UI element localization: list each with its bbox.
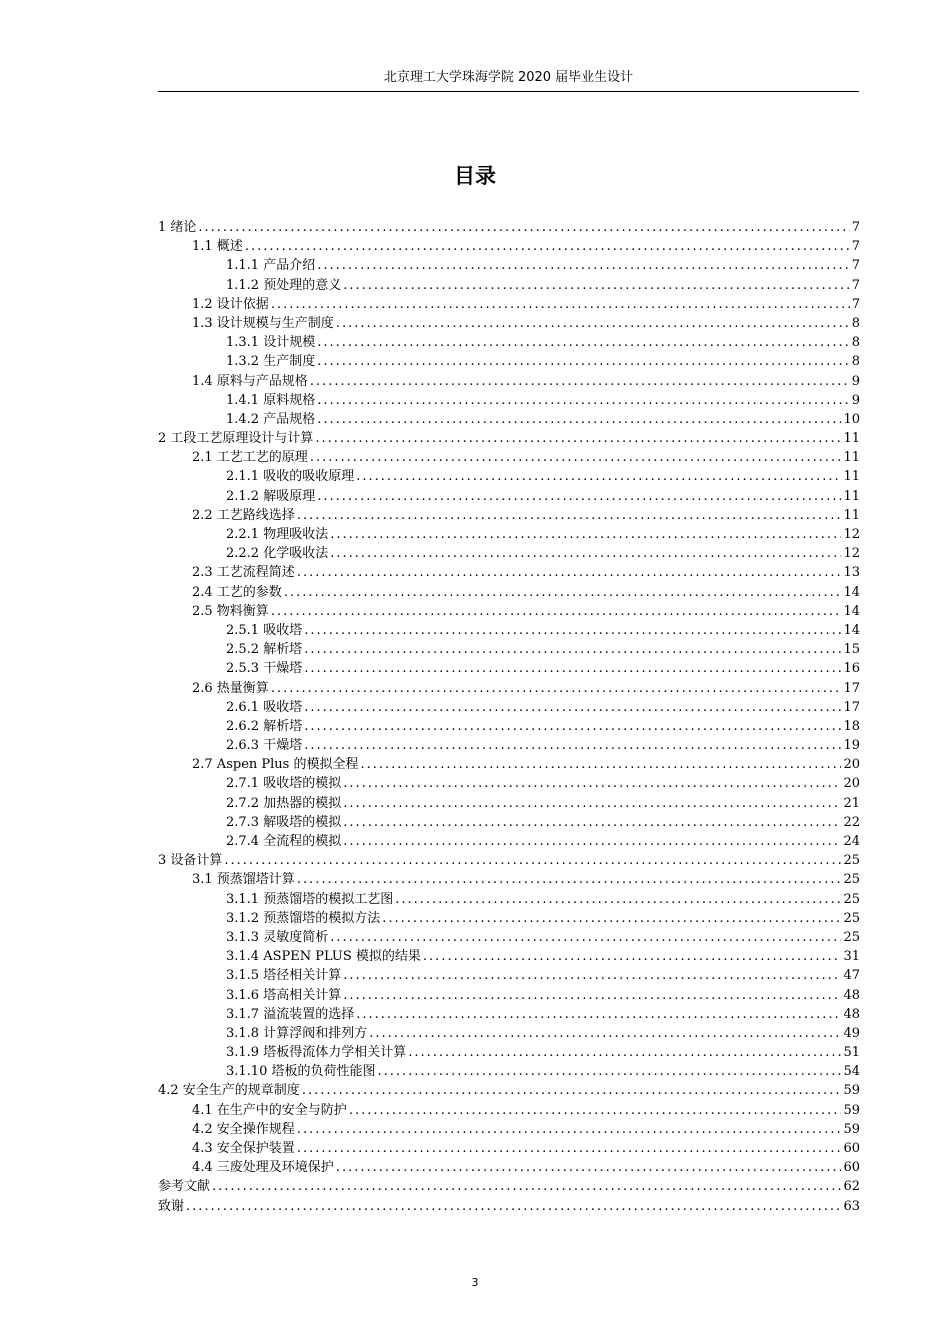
toc-entry[interactable]: [158, 851, 860, 870]
toc-entry-page: 25: [843, 929, 860, 945]
toc-dot-leader: [271, 602, 842, 621]
toc-entry-title: 2.5 物料衡算: [192, 603, 269, 619]
toc-entry[interactable]: [158, 525, 860, 544]
toc-dot-leader: [343, 774, 841, 793]
toc-entry-page: 13: [843, 565, 860, 581]
toc-entry-title: 1.3.2 生产制度: [226, 354, 316, 370]
toc-entry-title: 2.4 工艺的参数: [192, 584, 282, 600]
toc-entry[interactable]: [158, 774, 860, 793]
toc-dot-leader: [317, 333, 850, 352]
toc-entry[interactable]: [158, 1197, 860, 1216]
toc-dot-leader: [395, 890, 841, 909]
toc-entry-title: 2.7.1 吸收塔的模拟: [226, 776, 342, 792]
toc-entry-title: 2.2.2 化学吸收法: [226, 546, 329, 562]
toc-entry-page: 59: [843, 1121, 860, 1137]
page-number: 3: [471, 1276, 479, 1289]
toc-entry-page: 20: [843, 776, 860, 792]
toc-dot-leader: [343, 966, 841, 985]
toc-entry-title: 1.2 设计依据: [192, 296, 269, 312]
toc-entry-title: 2.7.3 解吸塔的模拟: [226, 814, 342, 830]
toc-entry[interactable]: [158, 295, 860, 314]
toc-dot-leader: [245, 237, 850, 256]
toc-entry-title: 3.1.9 塔板得流体力学相关计算: [226, 1045, 407, 1061]
toc-entry-title: 致谢: [158, 1198, 185, 1214]
toc-entry-title: 2.2.1 物理吸收法: [226, 527, 329, 542]
toc-entry-title: 3.1.6 塔高相关计算: [226, 987, 342, 1003]
toc-dot-leader: [343, 276, 850, 295]
toc-entry-title: 2 工段工艺原理设计与计算: [158, 431, 314, 447]
toc-entry-page: 25: [843, 853, 860, 869]
toc-entry-title: 2.7 Aspen Plus 的模拟全程: [192, 757, 359, 773]
toc-entry-page: 18: [843, 718, 860, 734]
toc-entry-page: 8: [851, 335, 860, 351]
toc-entry-page: 15: [843, 642, 860, 658]
toc-entry[interactable]: [158, 736, 860, 755]
toc-dot-leader: [349, 1101, 842, 1120]
toc-dot-leader: [408, 1043, 841, 1062]
toc-dot-leader: [302, 1081, 842, 1100]
toc-dot-leader: [317, 487, 841, 506]
toc-entry-title: 4.2 安全生产的规章制度: [158, 1083, 300, 1099]
toc-entry[interactable]: [158, 755, 860, 774]
toc-entry-page: 7: [851, 258, 860, 274]
toc-entry-title: 3.1.7 溢流装置的选择: [226, 1006, 355, 1022]
toc-entry-title: 3.1 预蒸馏塔计算: [192, 872, 295, 888]
toc-entry[interactable]: [158, 1043, 860, 1062]
toc-entry[interactable]: [158, 890, 860, 909]
toc-entry[interactable]: [158, 659, 860, 678]
toc-entry-page: 11: [843, 469, 860, 485]
toc-entry[interactable]: [158, 640, 860, 659]
toc-entry[interactable]: [158, 544, 860, 563]
toc-entry[interactable]: [158, 813, 860, 832]
toc-dot-leader: [186, 1197, 841, 1216]
toc-dot-leader: [360, 755, 841, 774]
toc-entry-page: 59: [843, 1102, 860, 1118]
toc-entry[interactable]: [158, 909, 860, 928]
toc-entry-title: 1.3.1 设计规模: [226, 335, 316, 351]
toc-dot-leader: [297, 563, 842, 582]
toc-entry-page: 21: [843, 795, 860, 811]
toc-entry-page: 10: [843, 411, 860, 427]
toc-entry[interactable]: [158, 276, 860, 295]
toc-entry-page: 59: [843, 1083, 860, 1099]
toc-dot-leader: [304, 659, 841, 678]
toc-entry-page: 19: [843, 738, 860, 754]
toc-entry-title: 2.7.2 加热器的模拟: [226, 795, 342, 811]
toc-entry-page: 14: [843, 603, 860, 619]
toc-entry-page: 25: [843, 891, 860, 907]
toc-entry-page: 20: [843, 757, 860, 773]
toc-dot-leader: [356, 1005, 841, 1024]
toc-entry[interactable]: [158, 717, 860, 736]
toc-entry[interactable]: [158, 1024, 860, 1043]
toc-entry-page: 60: [843, 1160, 860, 1176]
toc-entry[interactable]: [158, 679, 860, 698]
toc-entry[interactable]: [158, 698, 860, 717]
toc-entry-title: 2.6.1 吸收塔: [226, 699, 303, 715]
toc-dot-leader: [271, 679, 842, 698]
toc-dot-leader: [317, 391, 850, 410]
toc-dot-leader: [297, 870, 842, 889]
toc-entry-page: 62: [843, 1179, 860, 1195]
toc-entry[interactable]: [158, 314, 860, 333]
toc-dot-leader: [356, 467, 841, 486]
toc-entry-page: 14: [843, 584, 860, 600]
toc-dot-leader: [310, 448, 842, 467]
toc-entry-page: 47: [843, 968, 860, 984]
toc-entry-title: 4.1 在生产中的安全与防护: [192, 1102, 347, 1118]
toc-entry-page: 22: [843, 814, 860, 830]
toc-entry-title: 3.1.5 塔径相关计算: [226, 968, 342, 984]
toc-dot-leader: [343, 794, 841, 813]
toc-entry-page: 49: [843, 1025, 860, 1041]
toc-entry-page: 48: [843, 1006, 860, 1022]
toc-dot-leader: [317, 410, 841, 429]
toc-entry-page: 24: [843, 834, 860, 849]
toc-entry[interactable]: [158, 218, 860, 237]
toc-entry-title: 3 设备计算: [158, 853, 223, 869]
toc-entry-title: 3.1.3 灵敏度简析: [226, 929, 329, 945]
page-header: 北京理工大学珠海学院 2020 届毕业生设计: [158, 66, 859, 92]
toc-entry-title: 1.1.1 产品介绍: [226, 258, 316, 274]
toc-entry-page: 12: [843, 527, 860, 542]
toc-entry[interactable]: [158, 602, 860, 621]
toc-entry-title: 4.2 安全操作规程: [192, 1121, 295, 1137]
toc-entry[interactable]: [158, 352, 860, 371]
toc-entry-title: 2.2 工艺路线选择: [192, 507, 295, 523]
toc-entry[interactable]: [158, 1081, 860, 1100]
toc-dot-leader: [330, 525, 841, 544]
toc-entry-title: 2.1.2 解吸原理: [226, 488, 316, 504]
toc-entry-page: 51: [843, 1045, 860, 1061]
toc-entry-page: 7: [851, 277, 860, 293]
toc-entry-title: 参考文献: [158, 1179, 211, 1195]
toc-entry-page: 17: [843, 680, 860, 696]
toc-entry-title: 2.5.3 干燥塔: [226, 661, 303, 677]
toc-entry[interactable]: [158, 506, 860, 525]
toc-entry[interactable]: [158, 487, 860, 506]
toc-dot-leader: [224, 851, 841, 870]
toc-dot-leader: [297, 1120, 842, 1139]
toc-title: 目录: [454, 164, 496, 188]
toc-entry-page: 25: [843, 910, 860, 926]
toc-entry[interactable]: [158, 794, 860, 813]
toc-entry-title: 2.5.2 解析塔: [226, 642, 303, 658]
toc-entry-page: 11: [843, 488, 860, 504]
toc-entry-title: 4.3 安全保护装置: [192, 1141, 295, 1156]
toc-entry-title: 1.1 概述: [192, 239, 243, 255]
toc-dot-leader: [330, 544, 841, 563]
toc-entry[interactable]: [158, 429, 860, 448]
toc-entry-title: 2.6.3 干燥塔: [226, 738, 303, 754]
toc-entry-title: 2.1.1 吸收的吸收原理: [226, 469, 355, 485]
toc-entry-page: 54: [843, 1064, 860, 1080]
toc-dot-leader: [343, 986, 841, 1005]
toc-entry-page: 31: [843, 949, 860, 965]
toc-entry-page: 7: [851, 220, 860, 235]
toc-entry[interactable]: [158, 256, 860, 275]
toc-entry-page: 16: [843, 661, 860, 677]
toc-entry-title: 2.5.1 吸收塔: [226, 622, 303, 638]
toc-entry-page: 11: [843, 450, 860, 466]
toc-entry[interactable]: [158, 1177, 860, 1196]
toc-entry-title: 2.3 工艺流程简述: [192, 565, 295, 581]
toc-entry[interactable]: [158, 986, 860, 1005]
toc-entry-page: 14: [843, 622, 860, 638]
toc-entry-page: 8: [851, 315, 860, 331]
table-of-contents: [158, 218, 860, 1216]
toc-entry-page: 25: [843, 872, 860, 888]
toc-dot-leader: [284, 583, 842, 602]
toc-entry-title: 1.4.2 产品规格: [226, 411, 316, 427]
toc-entry-title: 1.1.2 预处理的意义: [226, 277, 342, 293]
toc-dot-leader: [304, 621, 841, 640]
toc-entry-page: 60: [843, 1141, 860, 1156]
toc-dot-leader: [330, 928, 841, 947]
toc-entry-title: 1.3 设计规模与生产制度: [192, 315, 334, 331]
toc-dot-leader: [310, 372, 850, 391]
toc-dot-leader: [304, 640, 841, 659]
toc-dot-leader: [304, 736, 841, 755]
toc-entry-title: 1 绪论: [158, 220, 197, 235]
toc-dot-leader: [271, 295, 850, 314]
toc-entry[interactable]: [158, 448, 860, 467]
toc-entry[interactable]: [158, 391, 860, 410]
toc-entry-title: 1.4 原料与产品规格: [192, 373, 308, 389]
toc-entry-title: 4.4 三废处理及环境保护: [192, 1160, 334, 1176]
toc-entry-title: 3.1.10 塔板的负荷性能图: [226, 1064, 376, 1080]
toc-dot-leader: [304, 717, 841, 736]
toc-entry[interactable]: [158, 1005, 860, 1024]
toc-dot-leader: [336, 314, 850, 333]
toc-entry[interactable]: [158, 966, 860, 985]
toc-dot-leader: [212, 1177, 841, 1196]
toc-entry-page: 11: [843, 507, 860, 523]
toc-dot-leader: [369, 1024, 841, 1043]
toc-entry-title: 2.6.2 解析塔: [226, 718, 303, 734]
toc-entry[interactable]: [158, 1139, 860, 1158]
toc-entry[interactable]: [158, 410, 860, 429]
toc-entry[interactable]: [158, 1101, 860, 1120]
toc-entry-title: 3.1.8 计算浮阀和排列方: [226, 1025, 368, 1041]
toc-entry-title: 3.1.1 预蒸馏塔的模拟工艺图: [226, 891, 394, 907]
toc-entry-title: 2.7.4 全流程的模拟: [226, 834, 342, 849]
toc-entry[interactable]: [158, 928, 860, 947]
toc-entry-page: 9: [851, 373, 860, 389]
toc-entry-title: 3.1.2 预蒸馏塔的模拟方法: [226, 910, 381, 926]
toc-dot-leader: [297, 506, 842, 525]
toc-dot-leader: [336, 1158, 842, 1177]
toc-entry-page: 12: [843, 546, 860, 562]
toc-dot-leader: [343, 832, 841, 851]
toc-entry[interactable]: [158, 832, 860, 851]
toc-dot-leader: [382, 909, 841, 928]
toc-entry[interactable]: [158, 563, 860, 582]
toc-dot-leader: [317, 256, 850, 275]
toc-entry[interactable]: [158, 583, 860, 602]
toc-entry-page: 11: [843, 431, 860, 447]
toc-entry[interactable]: [158, 947, 860, 966]
toc-entry-title: 1.4.1 原料规格: [226, 392, 316, 408]
toc-entry[interactable]: [158, 372, 860, 391]
toc-entry[interactable]: [158, 1062, 860, 1081]
toc-entry-page: 7: [851, 239, 860, 255]
toc-entry[interactable]: [158, 1120, 860, 1139]
toc-entry-title: 2.1 工艺工艺的原理: [192, 450, 308, 466]
toc-dot-leader: [315, 429, 841, 448]
toc-entry-title: 3.1.4 ASPEN PLUS 模拟的结果: [226, 949, 421, 965]
toc-entry-page: 48: [843, 987, 860, 1003]
toc-dot-leader: [343, 813, 841, 832]
toc-dot-leader: [297, 1139, 842, 1158]
toc-entry[interactable]: [158, 333, 860, 352]
toc-entry-page: 9: [851, 392, 860, 408]
toc-entry[interactable]: [158, 1158, 860, 1177]
toc-dot-leader: [317, 352, 850, 371]
toc-entry[interactable]: [158, 870, 860, 889]
toc-entry-title: 2.6 热量衡算: [192, 680, 269, 696]
toc-entry-page: 63: [843, 1198, 860, 1214]
toc-dot-leader: [423, 947, 842, 966]
toc-entry-page: 8: [851, 354, 860, 370]
toc-entry-page: 17: [843, 699, 860, 715]
toc-dot-leader: [198, 218, 849, 237]
toc-dot-leader: [377, 1062, 841, 1081]
toc-entry[interactable]: [158, 467, 860, 486]
toc-entry[interactable]: [158, 237, 860, 256]
toc-dot-leader: [304, 698, 841, 717]
toc-entry-page: 7: [851, 296, 860, 312]
toc-entry[interactable]: [158, 621, 860, 640]
